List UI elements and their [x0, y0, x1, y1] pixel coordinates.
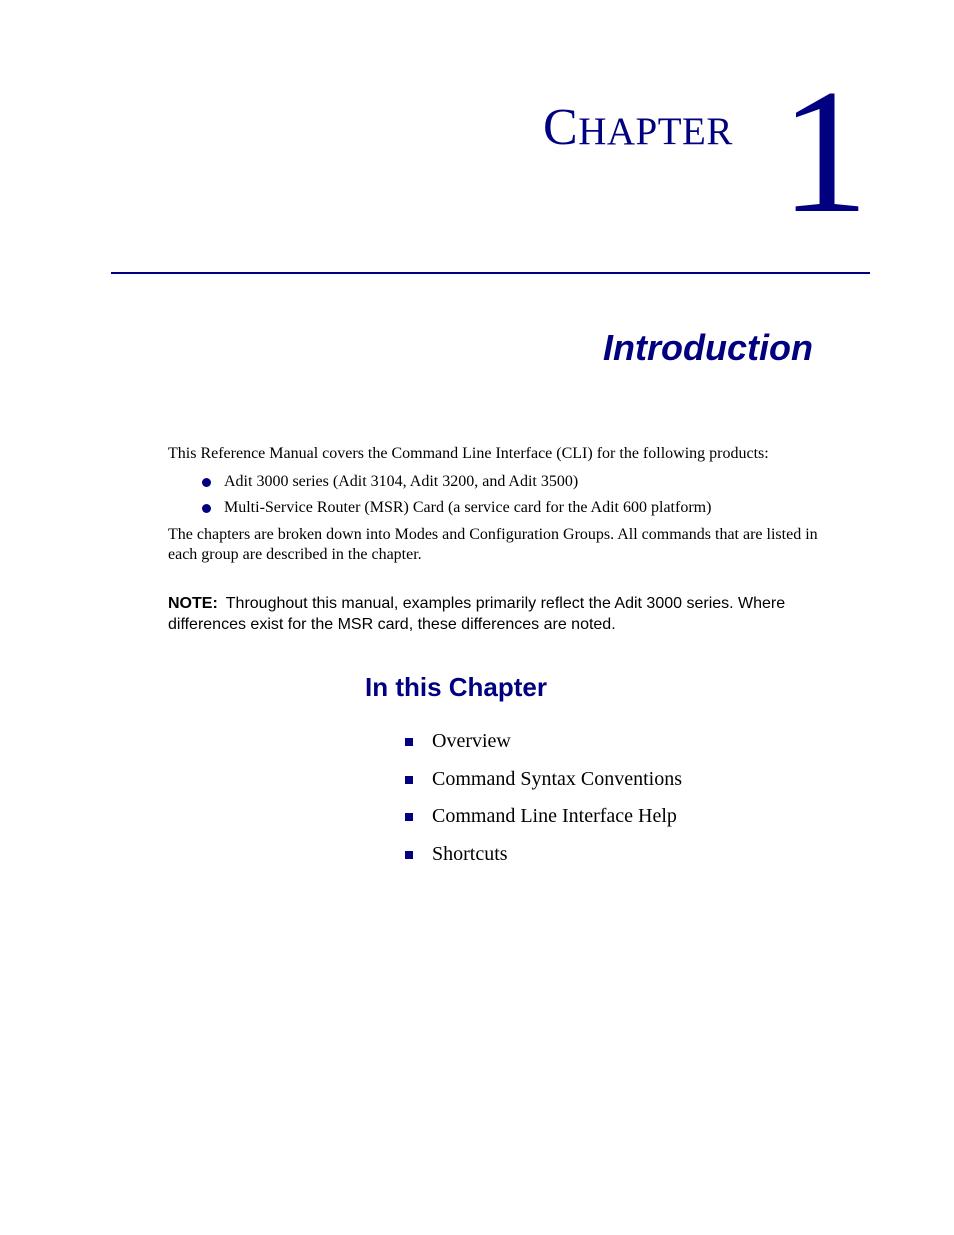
filled-circle-bullet-icon — [202, 478, 211, 487]
toc-item-overview — [404, 728, 682, 754]
toc-item-label: Overview — [432, 730, 511, 752]
chapter-label — [543, 99, 733, 156]
note-block — [168, 593, 858, 635]
filled-square-bullet-icon — [405, 851, 413, 859]
chapters-paragraph: The chapters are broken down into Modes and Configuration Groups. All commands that are listed in each group are described in the chapter. — [168, 526, 818, 563]
toc-item-label: Shortcuts — [432, 842, 508, 865]
product-list-item — [200, 472, 711, 492]
toc-item-command-line-interface-help — [404, 803, 682, 829]
header-divider — [111, 272, 870, 274]
filled-square-bullet-icon — [405, 776, 413, 784]
toc-item-label: Command Syntax Conventions — [432, 767, 682, 790]
product-list-item — [200, 498, 711, 518]
product-list — [200, 472, 711, 524]
section-heading-in-this-chapter: In this Chapter — [365, 672, 548, 702]
intro-paragraph: This Reference Manual covers the Command Line Interface (CLI) for the following products: — [168, 445, 769, 462]
toc-item-command-syntax-conventions — [404, 766, 682, 792]
chapter-contents-list — [404, 728, 682, 878]
toc-item-label: Command Line Interface Help — [432, 805, 677, 827]
chapter-label-first-letter: C — [543, 99, 579, 156]
filled-square-bullet-icon — [405, 738, 413, 746]
chapter-title: Introduction — [603, 327, 813, 368]
chapter-number: 1 — [780, 52, 869, 250]
toc-item-shortcuts — [404, 841, 682, 867]
note-text: Throughout this manual, examples primarily reflect the Adit 3000 series. Where differences exist for the MSR card, these differences are noted. — [168, 595, 786, 633]
note-label: NOTE: — [168, 595, 218, 612]
filled-square-bullet-icon — [405, 813, 413, 821]
chapter-label-rest: HAPTER — [578, 110, 733, 153]
product-list-item-text: Multi-Service Router (MSR) Card (a service card for the Adit 600 platform) — [224, 499, 712, 516]
product-list-item-text: Adit 3000 series (Adit 3104, Adit 3200, and Adit 3500) — [224, 473, 579, 490]
filled-circle-bullet-icon — [202, 504, 211, 513]
